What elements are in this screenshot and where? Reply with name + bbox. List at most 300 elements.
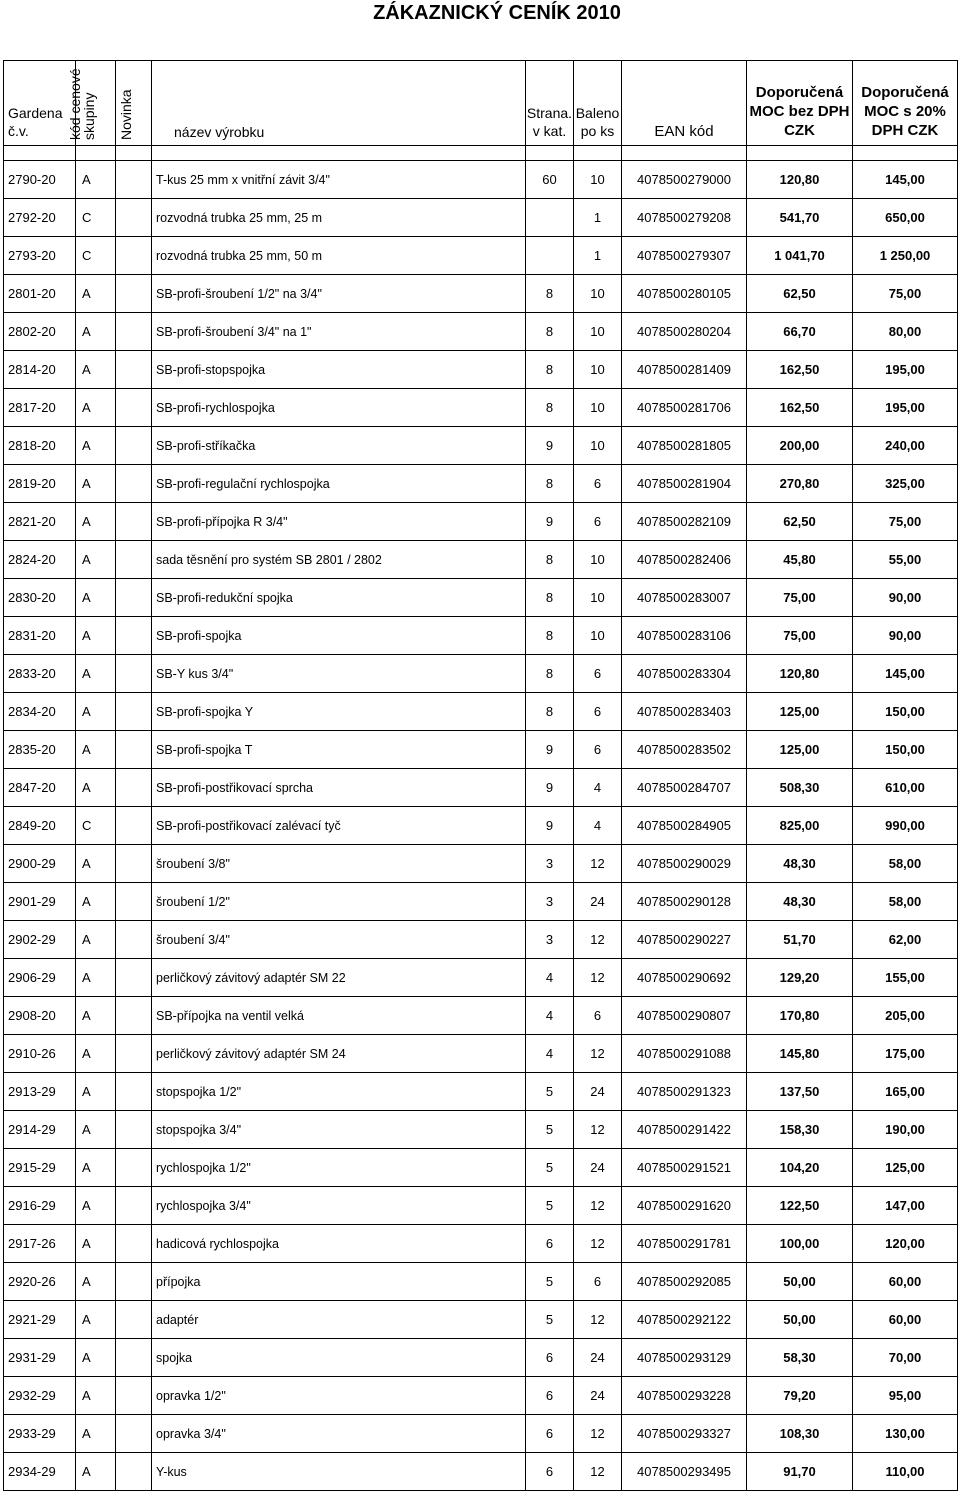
header-gross-label: Doporučená MOC s 20% DPH CZK	[861, 84, 949, 139]
cell-pack: 6	[574, 465, 622, 503]
header-pack-label: Baleno po ks	[575, 105, 620, 139]
cell-code: 2916-29	[4, 1187, 76, 1225]
cell-gross-price: 150,00	[853, 693, 958, 731]
cell-page: 9	[526, 807, 574, 845]
cell-group: A	[76, 579, 116, 617]
cell-name: rychlospojka 3/4"	[152, 1187, 526, 1225]
cell-code: 2814-20	[4, 351, 76, 389]
table-row	[4, 617, 958, 655]
cell-gross-price: 195,00	[853, 389, 958, 427]
cell-pack: 4	[574, 807, 622, 845]
header-pack	[574, 61, 622, 146]
cell-ean: 4078500291521	[622, 1149, 747, 1187]
cell-pack: 12	[574, 1453, 622, 1491]
table-row	[4, 1225, 958, 1263]
cell-gross-price: 62,00	[853, 921, 958, 959]
cell-net-price: 48,30	[747, 883, 853, 921]
cell-pack: 12	[574, 1035, 622, 1073]
header-code	[4, 61, 76, 146]
cell-page: 9	[526, 427, 574, 465]
table-row	[4, 237, 958, 275]
cell-net-price: 129,20	[747, 959, 853, 997]
cell-net-price: 48,30	[747, 845, 853, 883]
cell-code: 2833-20	[4, 655, 76, 693]
cell-ean: 4078500293228	[622, 1377, 747, 1415]
cell-pack: 24	[574, 1149, 622, 1187]
cell-page: 4	[526, 959, 574, 997]
cell-pack: 24	[574, 1073, 622, 1111]
cell-name: adaptér	[152, 1301, 526, 1339]
cell-group: A	[76, 921, 116, 959]
cell-page: 60	[526, 161, 574, 199]
cell-pack: 24	[574, 1377, 622, 1415]
cell-page: 6	[526, 1453, 574, 1491]
cell-net-price: 50,00	[747, 1263, 853, 1301]
cell-code: 2818-20	[4, 427, 76, 465]
cell-page: 6	[526, 1225, 574, 1263]
table-row	[4, 1453, 958, 1491]
cell-ean: 4078500291781	[622, 1225, 747, 1263]
cell-net-price: 62,50	[747, 503, 853, 541]
cell-novinka	[116, 845, 152, 883]
cell-name: SB-profi-spojka Y	[152, 693, 526, 731]
cell-net-price: 825,00	[747, 807, 853, 845]
cell-novinka	[116, 769, 152, 807]
table-row	[4, 655, 958, 693]
cell-ean: 4078500279208	[622, 199, 747, 237]
table-row	[4, 769, 958, 807]
cell-gross-price: 75,00	[853, 503, 958, 541]
cell-code: 2920-26	[4, 1263, 76, 1301]
cell-group: C	[76, 807, 116, 845]
cell-name: SB-profi-šroubení 1/2" na 3/4"	[152, 275, 526, 313]
cell-page: 5	[526, 1187, 574, 1225]
cell-group: A	[76, 693, 116, 731]
cell-pack: 12	[574, 1225, 622, 1263]
cell-code: 2802-20	[4, 313, 76, 351]
table-row	[4, 541, 958, 579]
cell-group: A	[76, 1339, 116, 1377]
cell-page: 8	[526, 541, 574, 579]
header-novinka	[116, 61, 152, 146]
cell-group: C	[76, 199, 116, 237]
cell-novinka	[116, 313, 152, 351]
cell-name: SB-profi-přípojka R 3/4"	[152, 503, 526, 541]
cell-name: SB-přípojka na ventil velká	[152, 997, 526, 1035]
cell-group: A	[76, 959, 116, 997]
cell-gross-price: 195,00	[853, 351, 958, 389]
cell-net-price: 170,80	[747, 997, 853, 1035]
cell-pack: 10	[574, 427, 622, 465]
cell-ean: 4078500292085	[622, 1263, 747, 1301]
cell-gross-price: 190,00	[853, 1111, 958, 1149]
cell-code: 2817-20	[4, 389, 76, 427]
cell-group: A	[76, 465, 116, 503]
cell-net-price: 541,70	[747, 199, 853, 237]
cell-name: hadicová rychlospojka	[152, 1225, 526, 1263]
cell-code: 2921-29	[4, 1301, 76, 1339]
cell-name: stopspojka 3/4"	[152, 1111, 526, 1149]
cell-page: 5	[526, 1111, 574, 1149]
cell-pack: 12	[574, 921, 622, 959]
cell-code: 2900-29	[4, 845, 76, 883]
table-row	[4, 1149, 958, 1187]
cell-ean: 4078500290807	[622, 997, 747, 1035]
cell-ean: 4078500279000	[622, 161, 747, 199]
cell-group: A	[76, 275, 116, 313]
cell-net-price: 45,80	[747, 541, 853, 579]
cell-pack: 12	[574, 845, 622, 883]
cell-code: 2933-29	[4, 1415, 76, 1453]
cell-net-price: 79,20	[747, 1377, 853, 1415]
cell-novinka	[116, 427, 152, 465]
cell-page: 8	[526, 351, 574, 389]
cell-gross-price: 205,00	[853, 997, 958, 1035]
cell-name: opravka 1/2"	[152, 1377, 526, 1415]
cell-ean: 4078500283304	[622, 655, 747, 693]
cell-page: 8	[526, 617, 574, 655]
cell-page: 4	[526, 1035, 574, 1073]
cell-novinka	[116, 731, 152, 769]
header-spacer-row	[4, 146, 958, 161]
cell-code: 2902-29	[4, 921, 76, 959]
table-row	[4, 731, 958, 769]
cell-ean: 4078500291620	[622, 1187, 747, 1225]
cell-group: A	[76, 313, 116, 351]
cell-ean: 4078500280204	[622, 313, 747, 351]
cell-ean: 4078500279307	[622, 237, 747, 275]
header-page-label: Strana. v kat.	[526, 105, 573, 139]
cell-net-price: 122,50	[747, 1187, 853, 1225]
table-row	[4, 807, 958, 845]
cell-net-price: 66,70	[747, 313, 853, 351]
header-ean	[622, 61, 747, 146]
cell-novinka	[116, 465, 152, 503]
cell-name: rozvodná trubka 25 mm, 25 m	[152, 199, 526, 237]
cell-group: A	[76, 389, 116, 427]
cell-page: 5	[526, 1073, 574, 1111]
cell-gross-price: 90,00	[853, 617, 958, 655]
cell-code: 2801-20	[4, 275, 76, 313]
cell-page: 8	[526, 579, 574, 617]
cell-ean: 4078500283007	[622, 579, 747, 617]
cell-net-price: 50,00	[747, 1301, 853, 1339]
cell-gross-price: 58,00	[853, 883, 958, 921]
cell-page: 8	[526, 655, 574, 693]
cell-group: A	[76, 1453, 116, 1491]
cell-novinka	[116, 807, 152, 845]
cell-gross-price: 147,00	[853, 1187, 958, 1225]
cell-gross-price: 165,00	[853, 1073, 958, 1111]
cell-ean: 4078500293129	[622, 1339, 747, 1377]
cell-page: 8	[526, 693, 574, 731]
cell-pack: 6	[574, 655, 622, 693]
cell-novinka	[116, 617, 152, 655]
cell-code: 2915-29	[4, 1149, 76, 1187]
cell-net-price: 104,20	[747, 1149, 853, 1187]
cell-net-price: 158,30	[747, 1111, 853, 1149]
cell-novinka	[116, 389, 152, 427]
cell-pack: 10	[574, 313, 622, 351]
cell-pack: 10	[574, 617, 622, 655]
cell-code: 2824-20	[4, 541, 76, 579]
cell-group: A	[76, 769, 116, 807]
header-name-label: název výrobku	[174, 124, 265, 140]
cell-novinka	[116, 1149, 152, 1187]
cell-novinka	[116, 351, 152, 389]
cell-code: 2917-26	[4, 1225, 76, 1263]
cell-gross-price: 58,00	[853, 845, 958, 883]
cell-group: A	[76, 1301, 116, 1339]
cell-novinka	[116, 1225, 152, 1263]
cell-novinka	[116, 1111, 152, 1149]
cell-ean: 4078500283106	[622, 617, 747, 655]
cell-net-price: 508,30	[747, 769, 853, 807]
cell-novinka	[116, 655, 152, 693]
cell-code: 2849-20	[4, 807, 76, 845]
cell-code: 2908-20	[4, 997, 76, 1035]
cell-gross-price: 610,00	[853, 769, 958, 807]
cell-gross-price: 95,00	[853, 1377, 958, 1415]
cell-ean: 4078500281805	[622, 427, 747, 465]
cell-pack: 10	[574, 275, 622, 313]
cell-name: šroubení 3/8"	[152, 845, 526, 883]
cell-novinka	[116, 161, 152, 199]
cell-name: SB-Y kus 3/4"	[152, 655, 526, 693]
cell-novinka	[116, 1187, 152, 1225]
cell-net-price: 270,80	[747, 465, 853, 503]
cell-name: Y-kus	[152, 1453, 526, 1491]
price-table	[3, 60, 958, 1491]
cell-name: SB-profi-stopspojka	[152, 351, 526, 389]
cell-page: 5	[526, 1149, 574, 1187]
cell-name: rychlospojka 1/2"	[152, 1149, 526, 1187]
table-header	[4, 61, 958, 161]
cell-novinka	[116, 275, 152, 313]
header-ean-label: EAN kód	[654, 123, 714, 140]
cell-page: 8	[526, 313, 574, 351]
table-row	[4, 997, 958, 1035]
cell-gross-price: 1 250,00	[853, 237, 958, 275]
header-net-price	[747, 61, 853, 146]
cell-pack: 10	[574, 579, 622, 617]
cell-name: stopspojka 1/2"	[152, 1073, 526, 1111]
cell-novinka	[116, 1453, 152, 1491]
cell-code: 2932-29	[4, 1377, 76, 1415]
cell-name: SB-profi-redukční spojka	[152, 579, 526, 617]
cell-pack: 10	[574, 161, 622, 199]
cell-novinka	[116, 997, 152, 1035]
cell-page: 3	[526, 921, 574, 959]
cell-gross-price: 130,00	[853, 1415, 958, 1453]
table-row	[4, 1377, 958, 1415]
cell-ean: 4078500290029	[622, 845, 747, 883]
table-row	[4, 1339, 958, 1377]
table-row	[4, 465, 958, 503]
cell-pack: 1	[574, 199, 622, 237]
cell-net-price: 120,80	[747, 161, 853, 199]
cell-group: A	[76, 617, 116, 655]
cell-novinka	[116, 1035, 152, 1073]
cell-code: 2821-20	[4, 503, 76, 541]
cell-page	[526, 199, 574, 237]
cell-gross-price: 110,00	[853, 1453, 958, 1491]
header-gross-price	[853, 61, 958, 146]
cell-pack: 12	[574, 1301, 622, 1339]
cell-ean: 4078500284905	[622, 807, 747, 845]
cell-name: SB-profi-postřikovací sprcha	[152, 769, 526, 807]
cell-page: 8	[526, 389, 574, 427]
cell-group: A	[76, 351, 116, 389]
table-row	[4, 1187, 958, 1225]
cell-group: A	[76, 161, 116, 199]
cell-net-price: 162,50	[747, 389, 853, 427]
table-row	[4, 1111, 958, 1149]
cell-name: spojka	[152, 1339, 526, 1377]
cell-net-price: 162,50	[747, 351, 853, 389]
cell-ean: 4078500283403	[622, 693, 747, 731]
cell-ean: 4078500293495	[622, 1453, 747, 1491]
cell-code: 2914-29	[4, 1111, 76, 1149]
cell-group: A	[76, 1377, 116, 1415]
cell-ean: 4078500291088	[622, 1035, 747, 1073]
cell-name: SB-profi-postřikovací zalévací tyč	[152, 807, 526, 845]
cell-novinka	[116, 1377, 152, 1415]
cell-net-price: 75,00	[747, 617, 853, 655]
cell-novinka	[116, 883, 152, 921]
cell-novinka	[116, 199, 152, 237]
cell-ean: 4078500281904	[622, 465, 747, 503]
cell-ean: 4078500290227	[622, 921, 747, 959]
cell-name: SB-profi-stříkačka	[152, 427, 526, 465]
cell-group: A	[76, 845, 116, 883]
cell-gross-price: 125,00	[853, 1149, 958, 1187]
cell-code: 2931-29	[4, 1339, 76, 1377]
table-row	[4, 389, 958, 427]
cell-code: 2901-29	[4, 883, 76, 921]
cell-novinka	[116, 1073, 152, 1111]
table-row	[4, 579, 958, 617]
cell-novinka	[116, 1339, 152, 1377]
cell-ean: 4078500280105	[622, 275, 747, 313]
cell-name: SB-profi-regulační rychlospojka	[152, 465, 526, 503]
cell-group: A	[76, 997, 116, 1035]
cell-group: A	[76, 1225, 116, 1263]
cell-name: T-kus 25 mm x vnitřní závit 3/4"	[152, 161, 526, 199]
cell-code: 2934-29	[4, 1453, 76, 1491]
cell-name: přípojka	[152, 1263, 526, 1301]
header-group-label: kód cenové skupiny	[67, 68, 97, 140]
cell-code: 2793-20	[4, 237, 76, 275]
page-title: ZÁKAZNICKÝ CENÍK 2010	[373, 2, 621, 24]
cell-code: 2830-20	[4, 579, 76, 617]
cell-group: A	[76, 427, 116, 465]
cell-novinka	[116, 1301, 152, 1339]
cell-gross-price: 155,00	[853, 959, 958, 997]
cell-name: rozvodná trubka 25 mm, 50 m	[152, 237, 526, 275]
cell-group: A	[76, 1149, 116, 1187]
cell-net-price: 120,80	[747, 655, 853, 693]
cell-ean: 4078500291323	[622, 1073, 747, 1111]
cell-pack: 6	[574, 731, 622, 769]
table-row	[4, 1035, 958, 1073]
cell-gross-price: 75,00	[853, 275, 958, 313]
cell-code: 2910-26	[4, 1035, 76, 1073]
cell-net-price: 75,00	[747, 579, 853, 617]
cell-name: SB-profi-spojka T	[152, 731, 526, 769]
cell-gross-price: 60,00	[853, 1301, 958, 1339]
cell-page: 5	[526, 1263, 574, 1301]
cell-name: perličkový závitový adaptér SM 22	[152, 959, 526, 997]
cell-ean: 4078500281706	[622, 389, 747, 427]
cell-ean: 4078500283502	[622, 731, 747, 769]
cell-page: 9	[526, 769, 574, 807]
cell-page: 3	[526, 883, 574, 921]
cell-net-price: 62,50	[747, 275, 853, 313]
cell-pack: 6	[574, 1263, 622, 1301]
cell-pack: 10	[574, 351, 622, 389]
header-novinka-label: Novinka	[118, 89, 134, 140]
cell-name: šroubení 3/4"	[152, 921, 526, 959]
cell-group: C	[76, 237, 116, 275]
cell-code: 2792-20	[4, 199, 76, 237]
cell-group: A	[76, 1187, 116, 1225]
cell-page: 6	[526, 1377, 574, 1415]
cell-group: A	[76, 1263, 116, 1301]
cell-novinka	[116, 503, 152, 541]
cell-net-price: 58,30	[747, 1339, 853, 1377]
cell-page: 8	[526, 465, 574, 503]
cell-code: 2819-20	[4, 465, 76, 503]
cell-pack: 10	[574, 541, 622, 579]
cell-net-price: 125,00	[747, 693, 853, 731]
cell-gross-price: 145,00	[853, 655, 958, 693]
table-body	[4, 161, 958, 1491]
cell-gross-price: 150,00	[853, 731, 958, 769]
cell-gross-price: 60,00	[853, 1263, 958, 1301]
header-page	[526, 61, 574, 146]
cell-pack: 12	[574, 1415, 622, 1453]
cell-novinka	[116, 1263, 152, 1301]
header-net-label: Doporučená MOC bez DPH CZK	[749, 84, 850, 139]
cell-net-price: 145,80	[747, 1035, 853, 1073]
cell-page: 9	[526, 731, 574, 769]
cell-gross-price: 325,00	[853, 465, 958, 503]
table-row	[4, 921, 958, 959]
cell-name: SB-profi-šroubení 3/4" na 1"	[152, 313, 526, 351]
cell-pack: 6	[574, 503, 622, 541]
cell-group: A	[76, 1111, 116, 1149]
cell-ean: 4078500284707	[622, 769, 747, 807]
cell-group: A	[76, 655, 116, 693]
cell-pack: 24	[574, 883, 622, 921]
table-row	[4, 1263, 958, 1301]
table-row	[4, 1073, 958, 1111]
cell-code: 2906-29	[4, 959, 76, 997]
cell-page: 3	[526, 845, 574, 883]
cell-net-price: 125,00	[747, 731, 853, 769]
cell-novinka	[116, 541, 152, 579]
cell-net-price: 91,70	[747, 1453, 853, 1491]
cell-code: 2790-20	[4, 161, 76, 199]
cell-code: 2831-20	[4, 617, 76, 655]
cell-page	[526, 237, 574, 275]
cell-group: A	[76, 883, 116, 921]
cell-novinka	[116, 237, 152, 275]
cell-ean: 4078500282109	[622, 503, 747, 541]
cell-group: A	[76, 1415, 116, 1453]
cell-gross-price: 240,00	[853, 427, 958, 465]
